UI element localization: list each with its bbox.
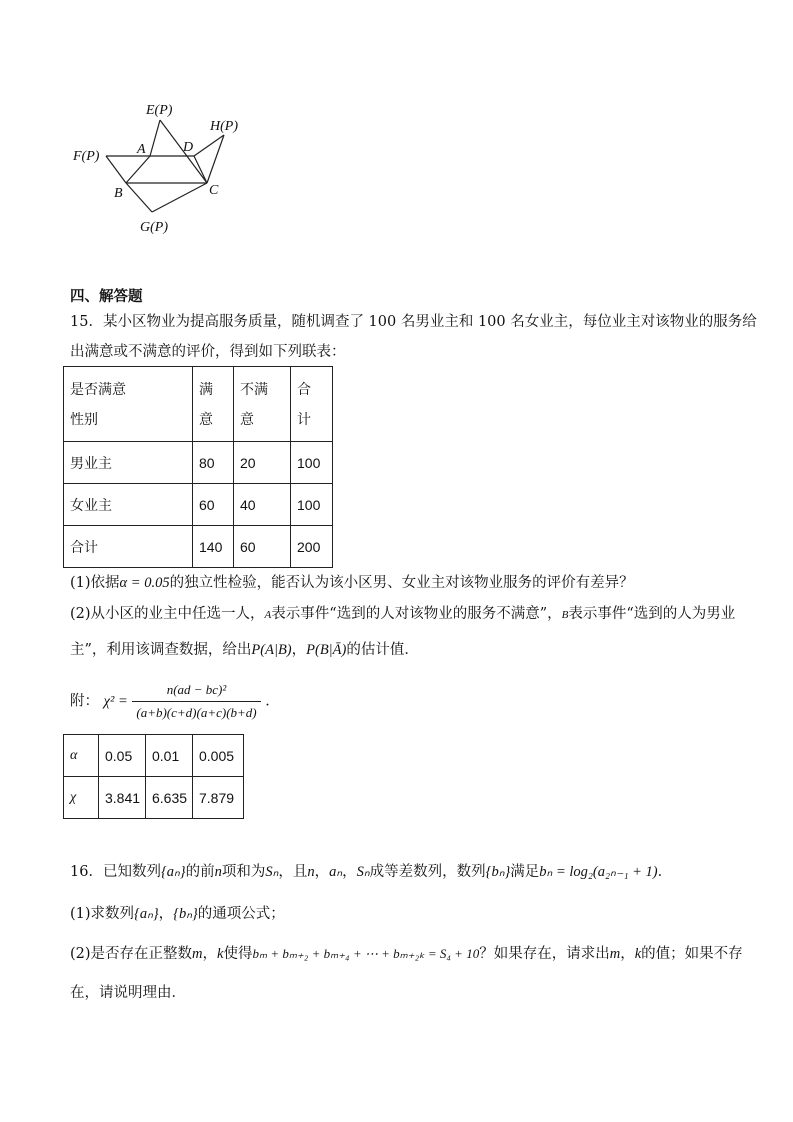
- segment-F-B: [106, 156, 126, 183]
- q16-p2d: 的值；如果不存: [641, 946, 743, 962]
- cell: 3.841: [99, 777, 146, 819]
- geometry-figure: [60, 95, 260, 245]
- cell: 0.05: [99, 735, 146, 777]
- cell: 60: [234, 526, 291, 568]
- appendix-suffix: ．: [265, 693, 280, 710]
- q15-part2-l1a: (2)从小区的业主中任选一人，: [70, 606, 265, 622]
- table-header-cell: [193, 367, 234, 442]
- q16-l1e: 成等差数列，数列: [369, 864, 486, 880]
- segment-D-H: [194, 135, 224, 156]
- q16-p1b: 的通项公式；: [197, 906, 285, 922]
- cell: 6.635: [146, 777, 193, 819]
- cell: 140: [193, 526, 234, 568]
- b-formula: bₙ = log₂(a₂ₙ₋₁ + 1): [539, 864, 658, 880]
- cell: 100: [291, 442, 333, 484]
- comma: ，: [314, 864, 330, 880]
- prob-A-given-B: P(A|B): [251, 642, 292, 658]
- event-B: B: [561, 609, 569, 621]
- q16-part2-line2: 在，请说明理由．: [70, 985, 186, 1001]
- chi-square-symbol: χ² =: [103, 693, 128, 710]
- row-label: 女业主: [64, 484, 193, 526]
- segment-A-E: [150, 120, 160, 156]
- header-satisfied-col-b: 意: [199, 411, 213, 427]
- segment-B-G: [126, 183, 152, 212]
- var-m: m: [192, 946, 203, 962]
- q16-p1a: (1)求数列: [70, 906, 135, 922]
- chi-square-fraction: [132, 680, 260, 723]
- var-an: aₙ: [329, 864, 343, 880]
- q16-p2b: 使得: [223, 946, 253, 962]
- label-A: A: [137, 142, 146, 157]
- cell: 7.879: [193, 777, 244, 819]
- q16-part2-line1: [70, 944, 743, 964]
- cell: 20: [234, 442, 291, 484]
- q15-part1-post: 的独立性检验，能否认为该小区男、女业主对该物业服务的评价有差异？: [169, 575, 634, 591]
- chi-header: χ: [64, 777, 99, 819]
- appendix-formula: [70, 680, 280, 723]
- cell: 0.01: [146, 735, 193, 777]
- q15-part2-l1b: 表示事件“选到的人对该物业的服务不满意”，: [271, 606, 562, 622]
- segment-H-C: [207, 135, 224, 183]
- header-gender: 性别: [70, 411, 98, 427]
- comma: ，: [342, 864, 357, 880]
- segment-G-C: [152, 183, 207, 212]
- table-row: [64, 484, 333, 526]
- section-title: 四、解答题: [70, 288, 143, 305]
- header-satisfied: 是否满意: [70, 381, 126, 397]
- table-row: [64, 777, 244, 819]
- q16-l1b: 的前: [185, 864, 215, 880]
- label-D: D: [183, 140, 194, 155]
- comma: ，: [158, 906, 174, 922]
- sum-formula: bₘ + bₘ₊₂ + bₘ₊₄ + ⋯ + bₘ₊₂ₖ = S₄ + 10: [252, 946, 480, 961]
- appendix-prefix: 附：: [70, 693, 99, 710]
- q15-part2-l2a: 主”，利用该调查数据，给出: [70, 642, 252, 658]
- comma: ，: [620, 946, 635, 962]
- q15-part2-line2: [70, 640, 419, 660]
- prob-B-given-notA: P(B|Ā): [306, 642, 347, 658]
- alpha-header: α: [64, 735, 99, 777]
- header-total-col-a: 合: [297, 381, 311, 397]
- var-k: k: [217, 946, 224, 962]
- var-m: m: [609, 946, 621, 962]
- fraction-denominator: (a+b)(c+d)(a+c)(b+d): [136, 705, 257, 720]
- header-unsatisfied-col-a: 不满: [240, 381, 268, 397]
- contingency-table: [63, 366, 333, 568]
- row-label: 合计: [64, 526, 193, 568]
- var-Sn: Sₙ: [265, 864, 279, 880]
- q16-l1g: ．: [657, 864, 673, 880]
- q15-part1: [70, 573, 634, 593]
- q16-line1: [70, 862, 672, 882]
- q16-l1c: 项和为: [221, 864, 266, 880]
- label-B: B: [114, 186, 123, 201]
- table-header-cell: [64, 367, 193, 442]
- segment-D-C: [194, 156, 207, 183]
- table-header-cell: [234, 367, 291, 442]
- q16-l1a: 16．已知数列: [70, 864, 161, 880]
- var-n: n: [214, 864, 222, 880]
- table-row: [64, 735, 244, 777]
- row-label: 男业主: [64, 442, 193, 484]
- seq-a: {aₙ}: [160, 864, 186, 880]
- q15-line1: 15．某小区物业为提高服务质量，随机调查了 100 名男业主和 100 名女业主，每位业主对该物业的服务给: [70, 314, 757, 330]
- var-n: n: [307, 864, 315, 880]
- label-F: F(P): [73, 149, 100, 164]
- q15-part2-l2b: 的估计值．: [346, 642, 419, 658]
- seq-b: {bₙ}: [485, 864, 511, 880]
- critical-value-table: [63, 734, 244, 819]
- table-header-cell: [291, 367, 333, 442]
- q15-part1-pre: (1)依据: [70, 575, 120, 591]
- seq-b: {bₙ}: [173, 906, 198, 922]
- seq-a: {aₙ}: [134, 906, 159, 922]
- cell: 60: [193, 484, 234, 526]
- table-row: [64, 526, 333, 568]
- segment-A-B: [126, 156, 150, 183]
- table-row: [64, 442, 333, 484]
- alpha-value: α = 0.05: [119, 575, 170, 591]
- var-k: k: [634, 946, 642, 962]
- header-satisfied-col-a: 满: [199, 381, 213, 397]
- var-Sn: Sₙ: [356, 864, 370, 880]
- cell: 0.005: [193, 735, 244, 777]
- header-unsatisfied-col-b: 意: [240, 411, 254, 427]
- q16-l1d: ，且: [278, 864, 308, 880]
- header-total-col-b: 计: [297, 411, 311, 427]
- event-A: A: [264, 609, 272, 621]
- comma: ，: [202, 946, 218, 962]
- cell: 100: [291, 484, 333, 526]
- q16-p2a: (2)是否存在正整数: [70, 946, 193, 962]
- q16-part1: [70, 904, 285, 924]
- q15-part2-l1c: 表示事件“选到的人为男业: [568, 606, 736, 622]
- fraction-numerator: n(ad − bc)²: [132, 680, 260, 702]
- label-H: H(P): [210, 119, 238, 134]
- cell: 80: [193, 442, 234, 484]
- q15-line2: 出满意或不满意的评价，得到如下列联表：: [70, 344, 346, 360]
- label-G: G(P): [140, 220, 168, 235]
- label-E: E(P): [146, 103, 173, 118]
- cell: 40: [234, 484, 291, 526]
- q15-part2-line1: [70, 604, 735, 625]
- cell: 200: [291, 526, 333, 568]
- label-C: C: [209, 183, 219, 198]
- q16-l1f: 满足: [510, 864, 540, 880]
- comma: ，: [291, 642, 307, 658]
- q16-p2c: ？如果存在，请求出: [479, 946, 610, 962]
